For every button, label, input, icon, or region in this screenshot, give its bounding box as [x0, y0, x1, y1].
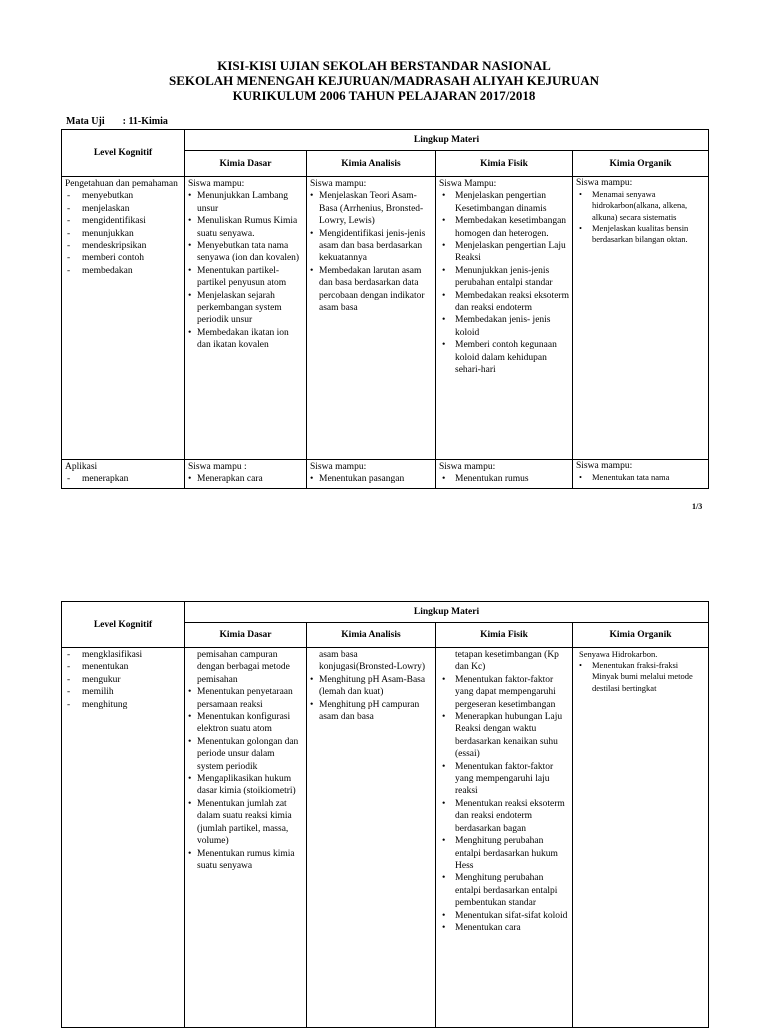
list-item: - mengklasifikasi [65, 649, 181, 661]
col-kimia-organik: Kimia Organik [573, 151, 709, 177]
cell-lead: tetapan kesetimbangan (Kp dan Kc) [455, 650, 559, 673]
cell-fisik [436, 648, 573, 1028]
cell-fisik [436, 460, 573, 489]
bullet-list [576, 472, 705, 483]
list-item: • Membedakan jenis- jenis koloid [439, 314, 569, 339]
bullet-list [439, 674, 569, 935]
list-item: - menerapkan [65, 473, 181, 485]
cell-analisis [307, 648, 436, 1028]
list-item: • Menentukan partikel-partikel penyusun atom [188, 265, 303, 290]
list-item: - menyebutkan [65, 190, 181, 202]
list-item: • Menjelaskan kualitas bensin berdasarkan bilangan oktan. [576, 223, 705, 245]
doc-title-line-3: KURIKULUM 2006 TAHUN PELAJARAN 2017/2018 [232, 88, 536, 103]
list-item: • Menerapkan cara [188, 473, 303, 485]
list-item: • Menentukan rumus kimia suatu senyawa [188, 848, 303, 873]
list-item: • Menerapkan hubungan Laju Reaksi dengan waktu berdasarkan kenaikan suhu (essai) [439, 711, 569, 761]
level-kognitif-header: Level Kognitif [62, 130, 185, 177]
list-item: • Menjelaskan Teori Asam- Basa (Arrhenius, Bronsted-Lowry, Lewis) [310, 190, 432, 227]
cell-lead: Siswa mampu: [188, 179, 245, 189]
list-item: - memilih [65, 686, 181, 698]
list-item: • Menentukan pasangan [310, 473, 432, 485]
cell-lead: Siswa mampu: [576, 461, 633, 471]
list-item: • Menentukan jumlah zat dalam suatu reaksi kimia (jumlah partikel, massa, volume) [188, 798, 303, 848]
list-item: - menentukan [65, 661, 181, 673]
subject-label: Mata Uji [66, 116, 105, 127]
subject-value: : 11-Kimia [122, 116, 168, 127]
cell-lead: Siswa mampu: [310, 462, 367, 472]
list-item: • Menentukan fraksi-fraksi Minyak bumi melalui metode destilasi bertingkat [576, 660, 705, 694]
col-kimia-dasar: Kimia Dasar [185, 151, 307, 177]
level-cell-pengetahuan [62, 177, 185, 460]
list-item: • Menentukan sifat-sifat koloid [439, 910, 569, 922]
list-item: - mengidentifikasi [65, 215, 181, 227]
grid-table-page-2 [61, 601, 709, 1028]
level-list [65, 190, 181, 277]
list-item: • Membedakan larutan asam dan basa berdasarkan data percobaan dengan indikator asam basa [310, 265, 432, 315]
list-item: • Menuliskan Rumus Kimia suatu senyawa. [188, 215, 303, 240]
col-kimia-fisik: Kimia Fisik [436, 623, 573, 648]
list-item: • Menentukan penyetaraan persamaan reaksi [188, 686, 303, 711]
list-item: - menghitung [65, 699, 181, 711]
bullet-list [310, 473, 432, 485]
lingkup-materi-header: Lingkup Materi [185, 602, 709, 623]
list-item: • Menentukan golongan dan periode unsur dalam system periodik [188, 736, 303, 773]
list-item: - memberi contoh [65, 252, 181, 264]
bullet-list [576, 660, 705, 694]
cell-dasar [185, 648, 307, 1028]
level-cell-aplikasi-cont [62, 648, 185, 1028]
bullet-list [576, 189, 705, 245]
list-item: • Menghitung pH campuran asam dan basa [310, 699, 432, 724]
subject-line [66, 116, 168, 127]
bullet-list [439, 190, 569, 376]
lingkup-materi-header: Lingkup Materi [185, 130, 709, 151]
cell-analisis [307, 460, 436, 489]
list-item: • Menentukan reaksi eksoterm dan reaksi endoterm berdasarkan bagan [439, 798, 569, 835]
list-item: • Menentukan faktor-faktor yang mempengaruhi laju reaksi [439, 761, 569, 798]
list-item: • Menjelaskan pengertian Kesetimbangan dinamis [439, 190, 569, 215]
list-item: • Mengaplikasikan hukum dasar kimia (stoikiometri) [188, 773, 303, 798]
cell-organik [573, 177, 709, 460]
cell-fisik [436, 177, 573, 460]
cell-organik [573, 460, 709, 489]
list-item: • Memberi contoh kegunaan koloid dalam kehidupan sehari-hari [439, 339, 569, 376]
bullet-list [188, 190, 303, 351]
bullet-list [310, 190, 432, 314]
cell-organik [573, 648, 709, 1028]
col-kimia-analisis: Kimia Analisis [307, 623, 436, 648]
list-item: • Menunjukkan jenis-jenis perubahan entalpi standar [439, 265, 569, 290]
cell-dasar [185, 460, 307, 489]
doc-title-line-1: KISI-KISI UJIAN SEKOLAH BERSTANDAR NASIONAL [217, 58, 551, 73]
level-title: Aplikasi [65, 462, 98, 472]
grid-table-page-1 [61, 129, 709, 489]
cell-lead: Siswa mampu: [439, 462, 496, 472]
list-item: - menunjukkan [65, 228, 181, 240]
list-item: • Mengidentifikasi jenis-jenis asam dan basa berdasarkan kekuatannya [310, 228, 432, 265]
list-item: - mengukur [65, 674, 181, 686]
list-item: - mendeskripsikan [65, 240, 181, 252]
cell-lead: Senyawa Hidrokarbon. [579, 649, 658, 659]
cell-lead: Siswa mampu: [576, 178, 633, 188]
col-kimia-dasar: Kimia Dasar [185, 623, 307, 648]
list-item: • Menghitung perubahan entalpi berdasarkan entalpi pembentukan standar [439, 872, 569, 909]
col-kimia-analisis: Kimia Analisis [307, 151, 436, 177]
col-kimia-organik: Kimia Organik [573, 623, 709, 648]
bullet-list [310, 674, 432, 724]
bullet-list [188, 686, 303, 872]
level-kognitif-header: Level Kognitif [62, 602, 185, 648]
bullet-list [188, 473, 303, 485]
bullet-list [439, 473, 569, 485]
list-item: • Menentukan faktor-faktor yang dapat mempengaruhi pergeseran kesetimbangan [439, 674, 569, 711]
list-item: - menjelaskan [65, 203, 181, 215]
level-cell-aplikasi [62, 460, 185, 489]
list-item: • Menentukan rumus [439, 473, 569, 485]
list-item: • Menamai senyawa hidrokarbon(alkana, alkena, alkuna) secara sistematis [576, 189, 705, 223]
col-kimia-fisik: Kimia Fisik [436, 151, 573, 177]
list-item: • Menentukan konfigurasi elektron suatu atom [188, 711, 303, 736]
page-number: 1/3 [692, 502, 703, 511]
list-item: • Menghitung pH Asam-Basa (lemah dan kuat) [310, 674, 432, 699]
cell-dasar [185, 177, 307, 460]
list-item: • Menjelaskan pengertian Laju Reaksi [439, 240, 569, 265]
cell-lead: pemisahan campuran dengan berbagai metode pemisahan [197, 650, 290, 685]
cell-lead: Siswa mampu : [188, 462, 247, 472]
list-item: • Membedakan reaksi eksoterm dan reaksi endoterm [439, 290, 569, 315]
list-item: • Menyebutkan tata nama senyawa (ion dan kovalen) [188, 240, 303, 265]
cell-lead: Siswa Mampu: [439, 179, 497, 189]
list-item: • Menjelaskan sejarah perkembangan system periodik unsur [188, 290, 303, 327]
list-item: • Membedakan ikatan ion dan ikatan kovalen [188, 327, 303, 352]
level-list [65, 649, 181, 711]
cell-lead: Siswa mampu: [310, 179, 367, 189]
list-item: • Menentukan tata nama [576, 472, 705, 483]
list-item: - membedakan [65, 265, 181, 277]
level-list [65, 473, 181, 485]
list-item: • Menunjukkan Lambang unsur [188, 190, 303, 215]
cell-analisis [307, 177, 436, 460]
list-item: • Menghitung perubahan entalpi berdasarkan hukum Hess [439, 835, 569, 872]
list-item: • Membedakan kesetimbangan homogen dan heterogen. [439, 215, 569, 240]
doc-title-line-2: SEKOLAH MENENGAH KEJURUAN/MADRASAH ALIYAH KEJURUAN [168, 73, 599, 88]
cell-lead: asam basa konjugasi(Bronsted-Lowry) [319, 650, 426, 673]
level-title: Pengetahuan dan pemahaman [65, 179, 178, 189]
list-item: • Menentukan cara [439, 922, 569, 934]
